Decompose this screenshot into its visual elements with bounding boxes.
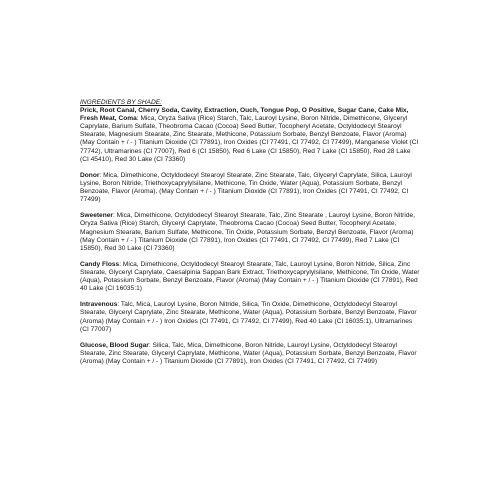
shade-names: Glucose, Blood Sugar	[80, 341, 149, 349]
ingredient-entry	[80, 342, 420, 366]
ingredient-entry	[80, 301, 420, 333]
shade-names: Prick, Root Canal, Cherry Soda, Cavity, Extraction, Ouch, Tongue Pop, O Positive, Sugar Cane, Cake Mix, Fresh Meat, Coma	[80, 107, 409, 123]
ingredient-list: : Mica, Dimethicone, Octyldodecyl Stearoyl Stearate, Zinc Stearate, Talc, Glyceryl Caprylate, Silica, Lauroyl Lysine, Boron Nitride, Triethoxycaprylylsilane, Methicone, Tin Oxide, Water (Aqua), Potassium Sorbate, Benzyl Benzoate, Flavor (Aroma), (May Contain + / - ) Titanium Dioxide (CI 77891), Iron Oxides (CI 77491, CI 77492, CI 77499)	[80, 171, 412, 204]
ingredient-list: : Talc, Mica, Lauroyl Lysine, Boron Nitride, Silica, Tin Oxide, Dimethicone, Octyldodecyl Stearoyl Stearate, Glyceryl Caprylate, Zinc Stearate, Methicone, Water (Aqua), Potassium Sorbate, Benzyl Benzoate, Flavor (Aroma) (May Contain + / - ) Iron Oxides (CI 77491, CI 77492, CI 77499), Red 40 Lake (CI 16035:1), Ultramarines (CI 77007)	[80, 301, 417, 333]
shade-names: Candy Floss	[80, 260, 120, 268]
ingredient-entry	[80, 107, 420, 164]
ingredient-list: : Mica, Dimethicone, Octyldodecyl Stearoyl Stearate, Talc, Lauroyl Lysine, Boron Nitride, Silica, Zinc Stearate, Glyceryl Caprylate, Caesalpinia Sappan Bark Extract, Triethoxycaprylylsilane, Methicone, Tin Oxide, Water (Aqua), Potassium Sorbate, Benzyl Benzoate, Flavor (Aroma) (May Contain + / - ) Titanium Dioxide (CI 77891), Red 40 Lake (CI 16035:1)	[80, 260, 420, 293]
ingredient-entry	[80, 261, 420, 293]
ingredient-entry	[80, 212, 420, 252]
ingredient-entry	[80, 172, 420, 204]
shade-names: Intravenous	[80, 301, 118, 309]
ingredient-list: : Silica, Talc, Mica, Dimethicone, Boron Nitride, Lauroyl Lysine, Octyldodecyl Stearoyl Stearate, Zinc Stearate, Glyceryl Caprylate, Methicone, Water (Aqua), Potassium Sorbate, Benzyl Benzoate, Flavor (Aroma) (May Contain + / - ) Titanium Dioxide (CI 77891), Iron Oxides (CI 77491, CI 77492, CI 77499)	[80, 341, 417, 365]
ingredients-document	[80, 99, 420, 374]
shade-names: Donor	[80, 171, 100, 179]
shade-names: Sweetener	[80, 212, 113, 220]
ingredient-list: : Mica, Dimethicone, Octyldodecyl Stearoyl Stearate, Talc, Zinc Stearate , Lauroyl Lysine, Boron Nitride, Oryza Sativa (Rice) Starch, Glyceryl Caprylate, Theobroma Cacao (Cocoa) Seed Butter, Tocopheryl Acetate, Magnesium Stearate, Barium Sulfate, Methicone, Tin Oxide, Potassium Sorbate, Benzyl Benzoate, Flavor (Aroma) (May Contain + / - ) Titanium Dioxide (CI 77891), Iron Oxides (CI 77491, CI 77492, CI 77499), Red 7 Lake (CI 15850), Red 30 Lake (CI 73360)	[80, 212, 415, 252]
ingredient-list: : Mica, Oryza Sativa (Rice) Starch, Talc, Lauroyl Lysine, Boron Nitride, Dimethicone, Glyceryl Caprylate, Barium Sulfate, Theobroma Cacao (Cocoa) Seed Butter, Tocopheryl Acetate, Octyldodecyl Stearoyl Stearate, Magnesium Stearate, Zinc Stearate, Methicone, Potassium Sorbate, Benzyl Benzoate, Flavor (Aroma) (May Contain + / - ) Titanium Dioxide (CI 77891), Iron Oxides (CI 77491, CI 77492, CI 77499), Manganese Violet (CI 77742), Ultramarines (CI 77007), Red 6 (CI 15850), Red 6 Lake (CI 15850), Red 7 Lake (CI 15850), Red 28 Lake (CI 45410), Red 30 Lake (CI 73360)	[80, 115, 419, 163]
ingredients-heading: INGREDIENTS BY SHADE:	[80, 99, 162, 106]
